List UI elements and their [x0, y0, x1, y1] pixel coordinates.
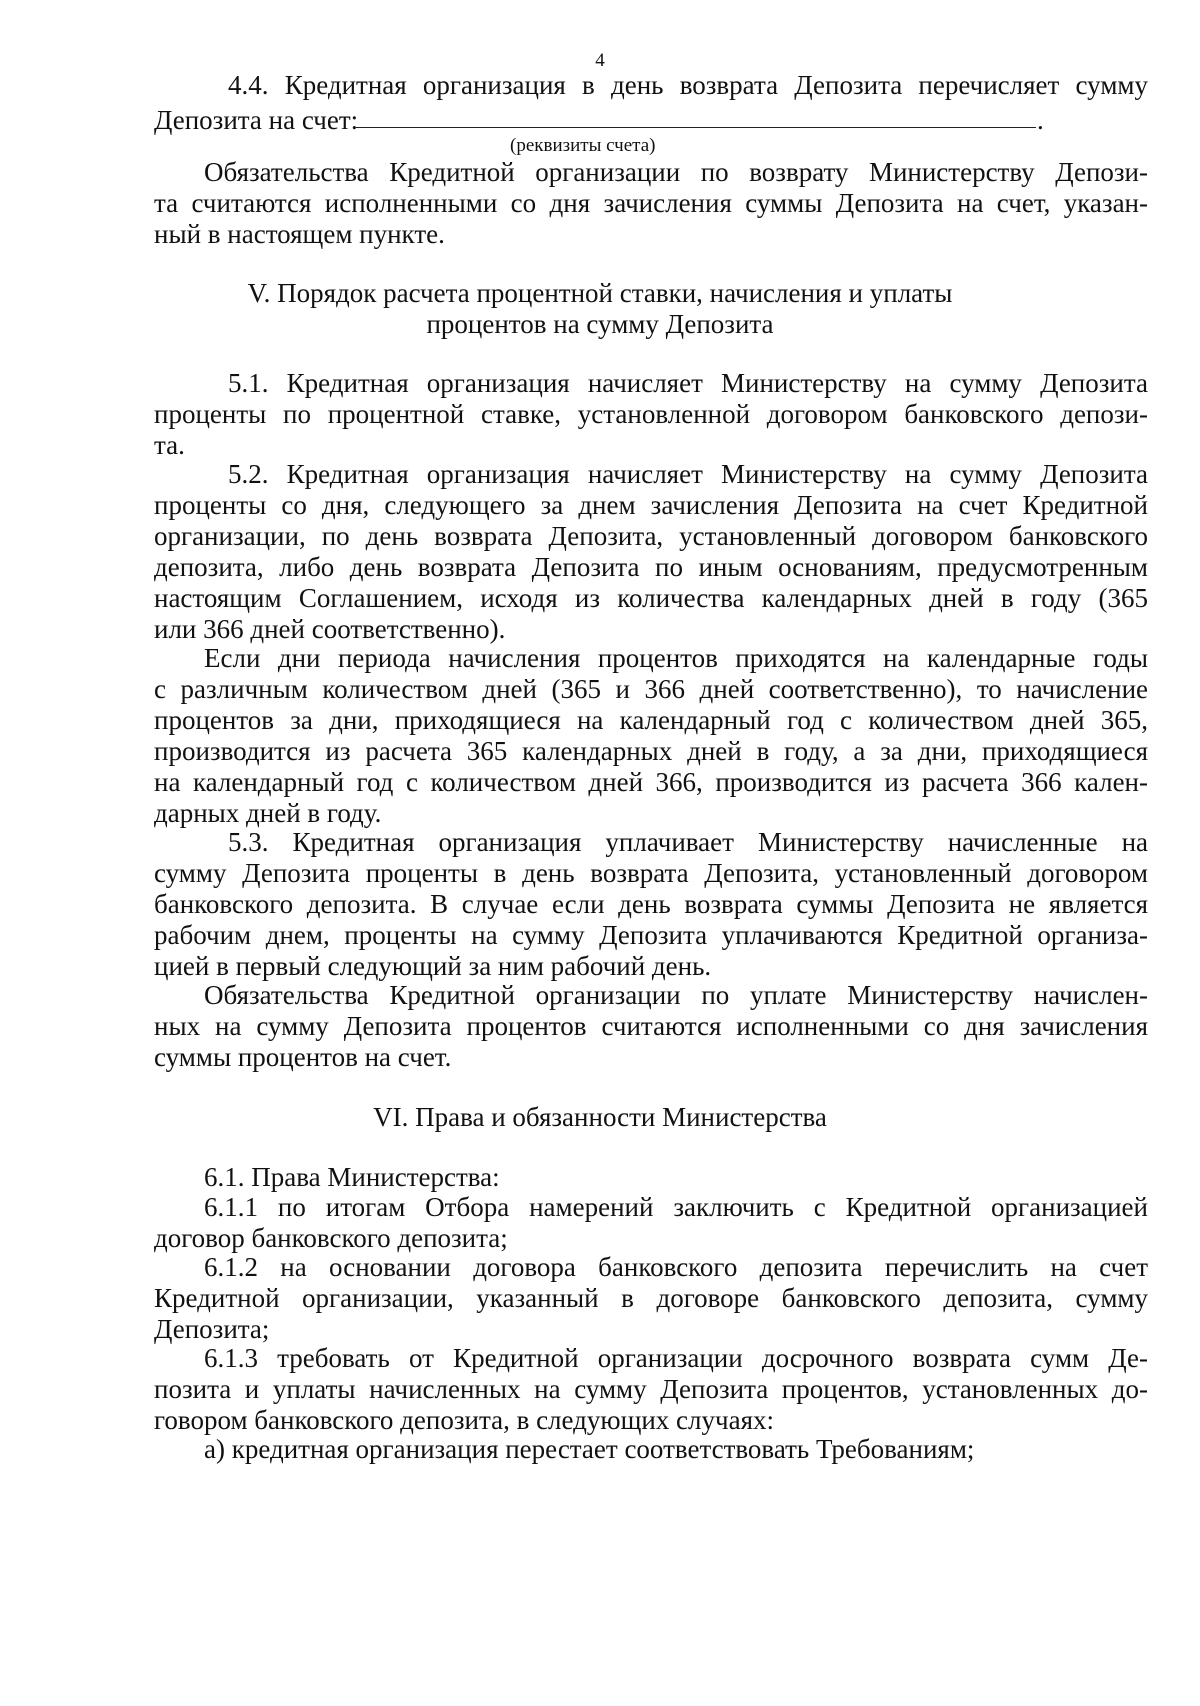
para-6-1-3-line-1: 6.1.3 требовать от Кредитной организации досрочного возврата сумм Де- [204, 1343, 1148, 1373]
para-5-2b-line-2: с различным количеством дней (365 и 366 дней соответственно), то начисление [154, 674, 1148, 704]
para-4-4b-line-3: ный в настоящем пункте. [154, 219, 445, 249]
para-5-2-line-6: или 366 дней соответственно). [154, 614, 506, 644]
para-5-2-line-3: организации, по день возврата Депозита, установленный договором банковского [154, 521, 1148, 551]
para-5-3-line-1: 5.3. Кредитная организация уплачивает Министерству начисленные на [228, 827, 1148, 857]
para-4-4-line-2: Депозита на счет: [154, 105, 359, 135]
para-5-3b-line-2: ных на сумму Депозита процентов считаются исполненными со дня зачисления [154, 1011, 1148, 1041]
para-5-3-line-3: банковского депозита. В случае если день возврата суммы Депозита не является [154, 889, 1148, 919]
para-4-4b-line-2: та считаются исполненными со дня зачисления суммы Депозита на счет, указан- [154, 188, 1148, 218]
page-number: 4 [595, 50, 605, 71]
para-5-3b-line-3: суммы процентов на счет. [154, 1042, 452, 1072]
para-5-2b-line-6: дарных дней в году. [154, 798, 382, 828]
para-5-3-line-4: рабочим днем, проценты на сумму Депозита уплачиваются Кредитной организа- [154, 920, 1148, 950]
section-5-heading-line-1: V. Порядок расчета процентной ставки, начисления и уплаты [247, 278, 953, 308]
para-6-1-1-line-2: договор банковского депозита; [154, 1223, 508, 1253]
section-6-heading: VI. Права и обязанности Министерства [373, 1102, 827, 1132]
para-6-1-3-line-2: позита и уплаты начисленных на сумму Депозита процентов, установленных до- [154, 1374, 1148, 1404]
para-6-1-1-line-1: 6.1.1 по итогам Отбора намерений заключить с Кредитной организацией [204, 1192, 1148, 1222]
account-details-blank-line [356, 127, 1036, 128]
para-4-4-line-2-end: . [1037, 105, 1044, 135]
para-5-2-line-5: настоящим Соглашением, исходя из количества календарных дней в году (365 [154, 583, 1148, 613]
para-5-2-line-4: депозита, либо день возврата Депозита по иным основаниям, предусмотренным [154, 552, 1148, 582]
para-5-2b-line-3: процентов за дни, приходящиеся на календарный год с количеством дней 365, [154, 705, 1148, 735]
para-5-2b-line-5: на календарный год с количеством дней 366, производится из расчета 366 кален- [154, 767, 1148, 797]
para-5-3b-line-1: Обязательства Кредитной организации по уплате Министерству начислен- [204, 980, 1148, 1010]
para-4-4-line-1: 4.4. Кредитная организация в день возврата Депозита перечисляет сумму [228, 70, 1148, 100]
section-5-heading-line-2: процентов на сумму Депозита [426, 309, 774, 339]
para-6-1-2-line-1: 6.1.2 на основании договора банковского депозита перечислить на счет [204, 1252, 1148, 1282]
para-6-1: 6.1. Права Министерства: [204, 1162, 500, 1192]
para-4-4b-line-1: Обязательства Кредитной организации по возврату Министерству Депози- [204, 157, 1148, 187]
para-6-1-3-line-3: говором банковского депозита, в следующих случаях: [154, 1405, 774, 1435]
para-5-3-line-2: сумму Депозита проценты в день возврата Депозита, установленный договором [154, 858, 1148, 888]
para-6-1-2-line-3: Депозита; [154, 1314, 270, 1344]
para-6-1-2-line-2: Кредитной организации, указанный в договоре банковского депозита, сумму [154, 1283, 1148, 1313]
para-5-3-line-5: цией в первый следующий за ним рабочий день. [154, 951, 712, 981]
para-5-2-line-2: проценты со дня, следующего за днем зачисления Депозита на счет Кредитной [154, 490, 1148, 520]
para-5-1-line-1: 5.1. Кредитная организация начисляет Министерству на сумму Депозита [228, 368, 1148, 398]
para-6-1-3-a: а) кредитная организация перестает соответствовать Требованиям; [204, 1434, 975, 1464]
para-5-2-line-1: 5.2. Кредитная организация начисляет Министерству на сумму Депозита [228, 459, 1148, 489]
para-5-2b-line-4: производится из расчета 365 календарных дней в году, а за дни, приходящиеся [154, 736, 1148, 766]
para-5-1-line-2: проценты по процентной ставке, установленной договором банковского депози- [154, 399, 1148, 429]
para-5-2b-line-1: Если дни периода начисления процентов приходятся на календарные годы [204, 643, 1148, 673]
para-5-1-line-3: та. [154, 430, 185, 460]
account-details-caption: (реквизиты счета) [510, 135, 656, 156]
